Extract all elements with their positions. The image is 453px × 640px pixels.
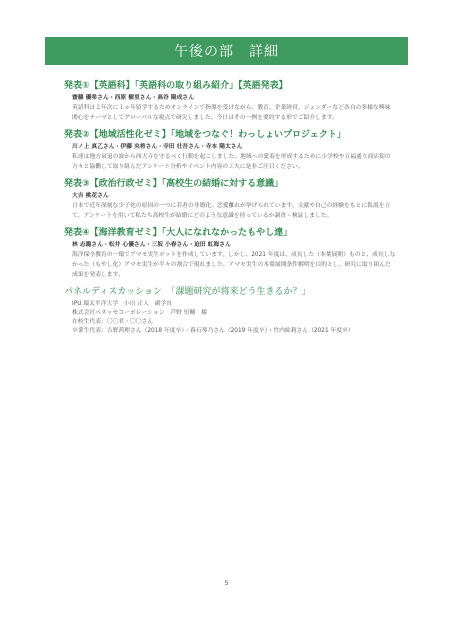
section-title: 発表③【政治行政ゼミ】「高校生の結婚に対する意識」 (64, 179, 284, 189)
section-presentation-1 (64, 80, 396, 123)
presenters: 川ノ上 真乙さん・伊藤 央将さん・寺田 壮吾さん・寺本 陽太さん (72, 144, 243, 150)
section-body: 私達は地方衰退の波から西大寺を守るべく行動を起こしました。地域への愛着を形成するために小学校や五福通り商店街の方々と協働して取り組んだアンケート分析やイベント内容の工夫に是非ご注目ください。 (72, 154, 391, 170)
panel-member: 卒業生代表：吉野茜理さん（2018 年度卒）・暮石琴乃さん（2019 年度卒）・竹内紘莉さん（2021 年度卒） (72, 328, 354, 334)
header-bar (45, 37, 408, 65)
section-presentation-2 (64, 129, 396, 172)
presenters: 齋藤 優希さん・西原 樹里さん・高谷 陽成さん (72, 95, 194, 101)
panel-member: IPU 環太平洋大学 小川 正人 副学長 (72, 301, 173, 307)
section-presentation-4 (64, 227, 396, 280)
section-presentation-3 (64, 178, 396, 221)
section-body: 英語科は２年次に１ヵ年留学するためオンラインで指導を受けながら、教育、企業経営、ジェンダーなど各自の多様な興味関心をテーマとしてグローバルな視点で研究しました。今日はその一例を要約する形でご紹介します。 (72, 105, 391, 121)
panel-member: 株式会社ベネッセコーポレーション 芦野 恒輔 様 (72, 310, 207, 316)
page-title: 午後の部 詳細 (174, 44, 279, 60)
section-body: 日本で近年深刻な少子化の原因の一つに若者の非婚化、恋愛離れが挙げられています。文献や自己の経験をもとに仮説を立て、アンケートを用いて私たち高校生が結婚にどのような意識を持っているか調査・検証しました。 (72, 203, 391, 219)
presenters: 林 志龍さん・松井 心優さん・三坂 小春さん・迫田 虹海さん (72, 242, 231, 248)
presenters: 大吉 桃花さん (72, 193, 109, 199)
panel-member: 在校生代表：〇〇君・〇〇さん (72, 319, 154, 325)
section-title: 発表①【英語科】「英語科の取り組み紹介」【英語発表】 (64, 81, 288, 91)
section-title: 発表②【地域活性化ゼミ】「地域をつなぐ！わっしょいプロジェクト」 (64, 130, 346, 140)
content (64, 80, 396, 336)
page-number: 5 (224, 580, 229, 587)
section-title: 発表④【海洋教育ゼミ】「大人になれなかったもやし達」 (64, 228, 293, 238)
section-title: パネルディスカッション 「課題研究が将来どう生きるか？」 (64, 287, 311, 297)
section-panel-discussion (64, 286, 396, 336)
section-body: 海洋保全教育の一環でアマモ実生ポットを作成しています。しかし、2021 年度は、成長した（本葉展開）ものと、成長しなかった（もやし化）アマモ実生が半々の割合で現れました。アマモ実生の本葉展開条件解明を目的とし、研究に取り組んだ成果を発表します。 (72, 252, 396, 278)
